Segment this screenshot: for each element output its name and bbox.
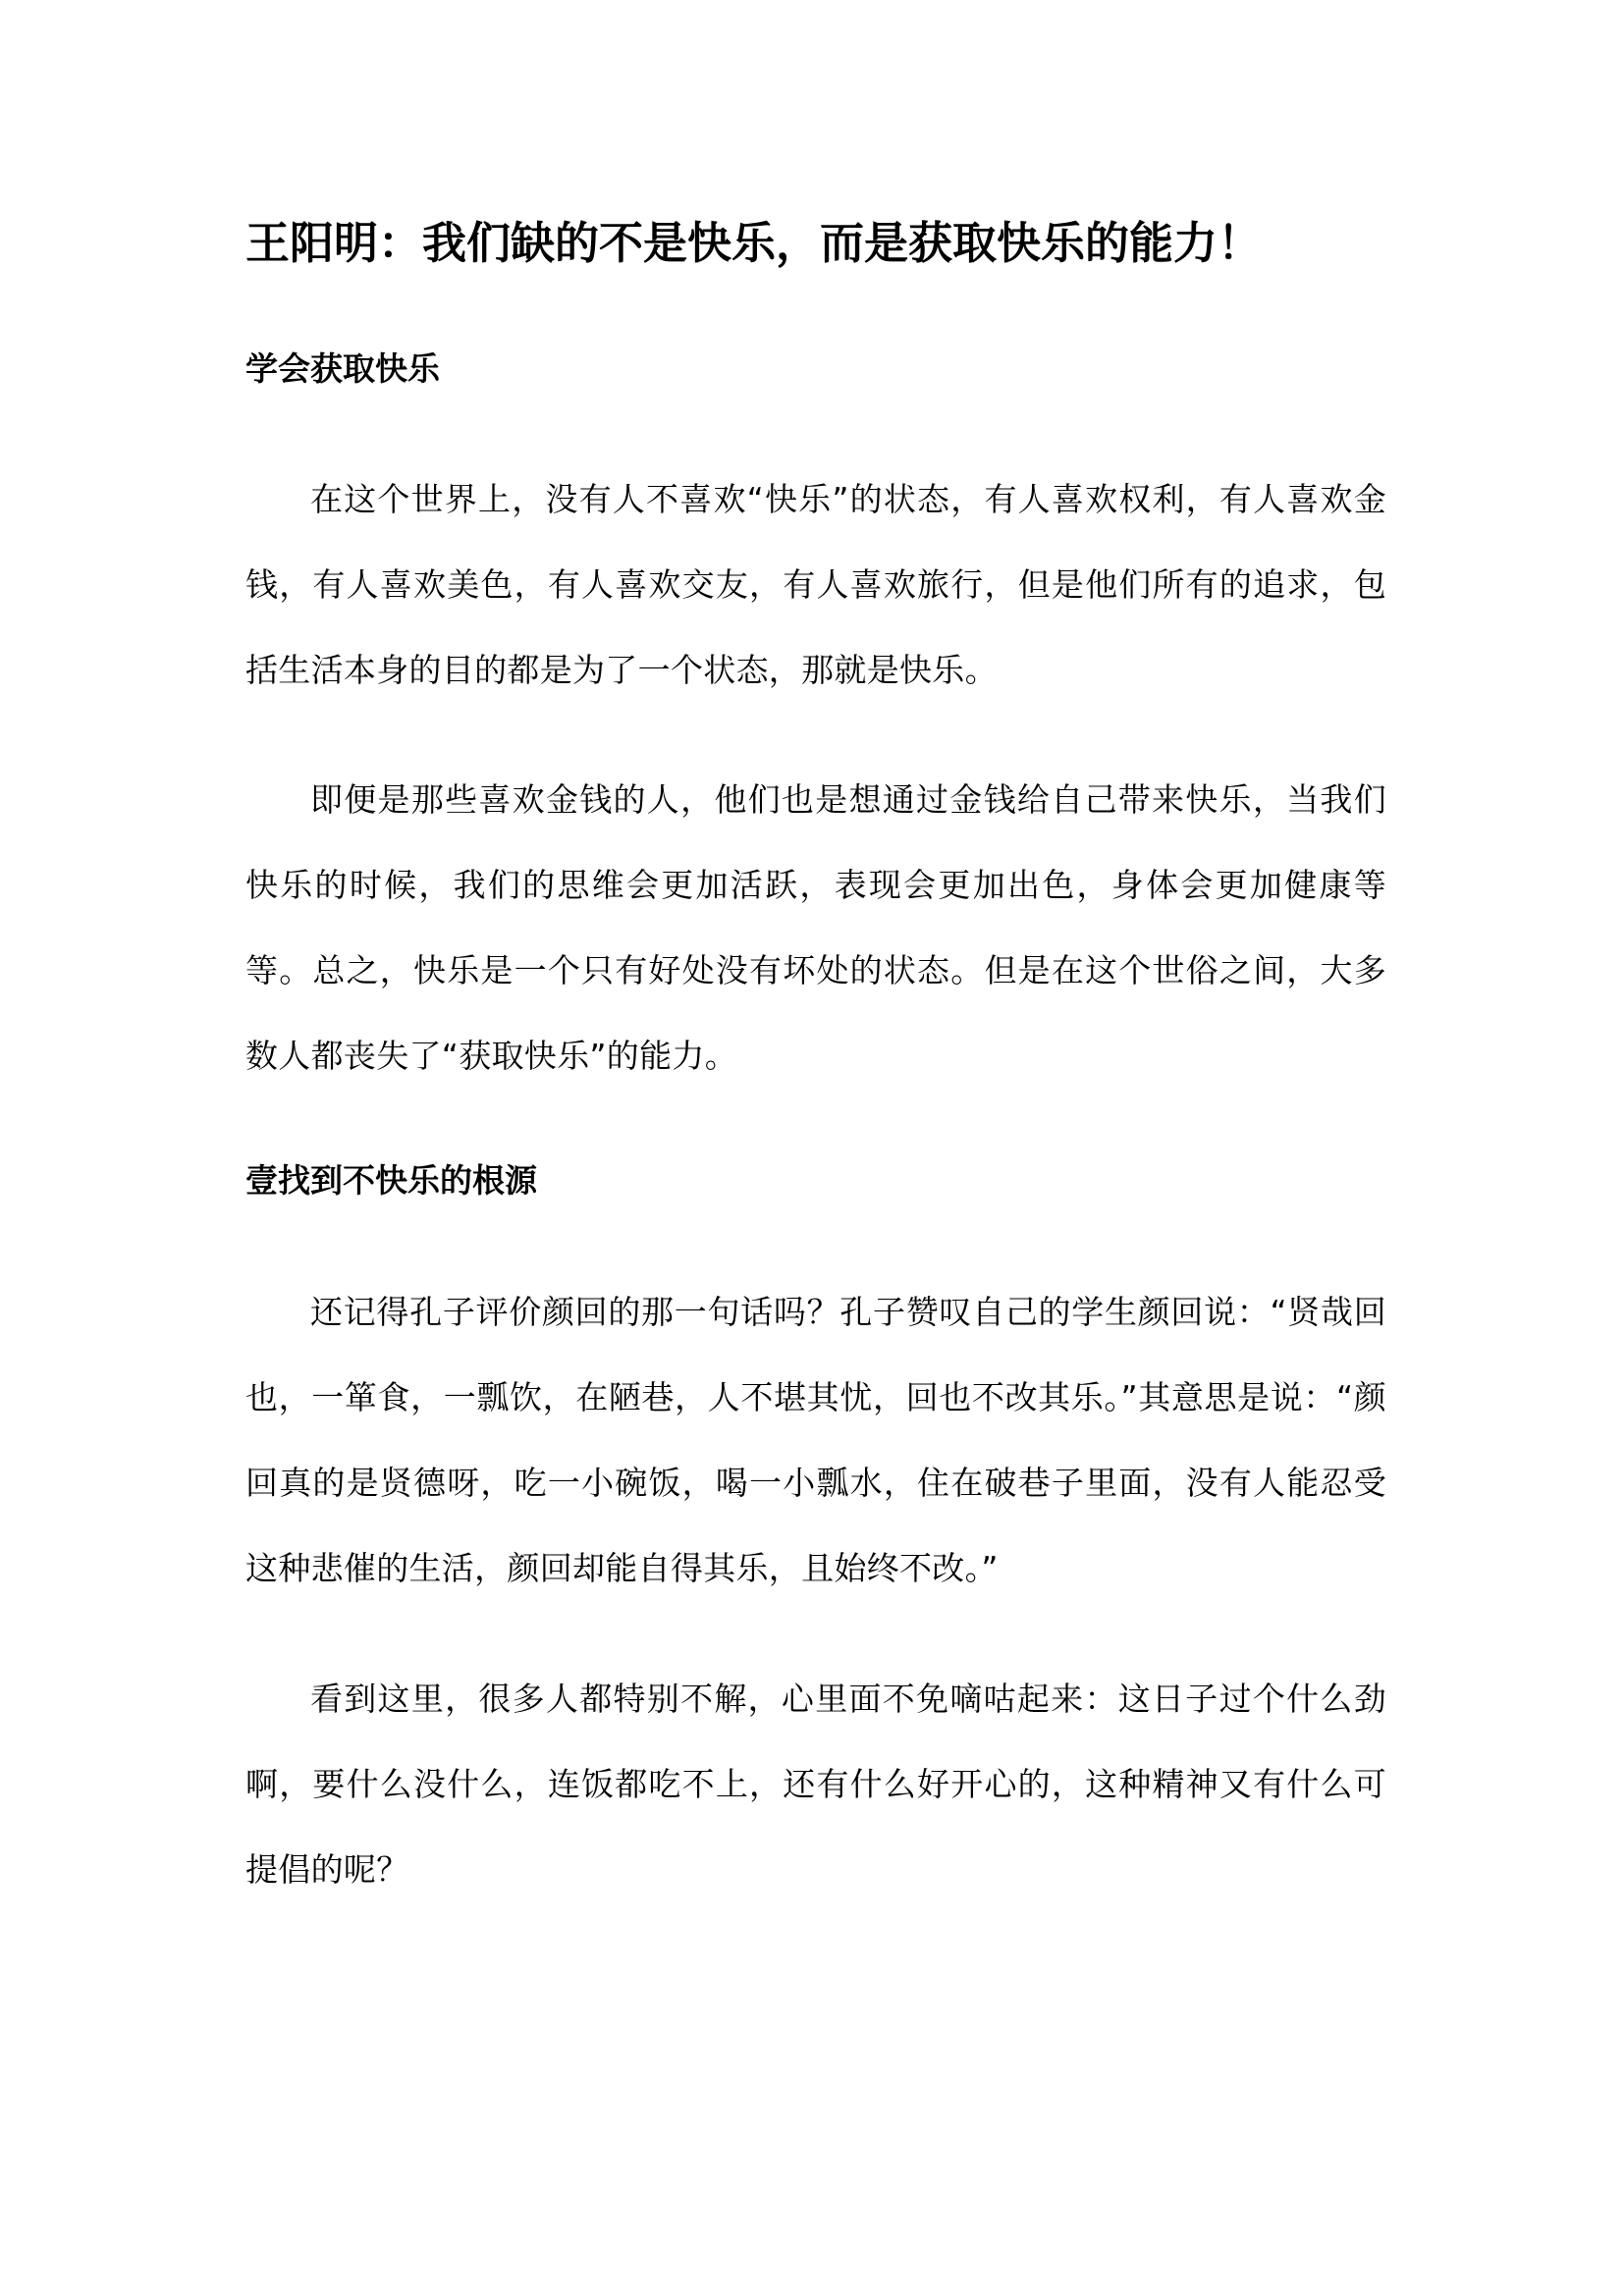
- paragraph-2: 即便是那些喜欢金钱的人，他们也是想通过金钱给自己带来快乐，当我们快乐的时候，我们的思维会更加活跃，表现会更加出色，身体会更加健康等等。总之，快乐是一个只有好处没有坏处的状态。但是在这个世俗之间，大多数人都丧失了“获取快乐”的能力。: [245, 780, 1386, 1075]
- section-heading-learn-happiness: 学会获取快乐: [245, 349, 440, 388]
- document-title: 王阳明：我们缺的不是快乐，而是获取快乐的能力！: [245, 217, 1263, 269]
- paragraph-3: 还记得孔子评价颜回的那一句话吗？孔子赞叹自己的学生颜回说：“贤哉回也，一箪食，一瓢饮，在陋巷，人不堪其忧，回也不改其乐。”其意思是说：“颜回真的是贤德呀，吃一小碗饭，喝一小瓢水，住在破巷子里面，没有人能忍受这种悲催的生活，颜回却能自得其乐，且始终不改。”: [245, 1293, 1386, 1587]
- section-heading-root-of-unhappiness: 壹找到不快乐的根源: [245, 1161, 537, 1200]
- paragraph-1: 在这个世界上，没有人不喜欢“快乐”的状态，有人喜欢权利，有人喜欢金钱，有人喜欢美色，有人喜欢交友，有人喜欢旅行，但是他们所有的追求，包括生活本身的目的都是为了一个状态，那就是快乐。: [245, 480, 1386, 689]
- paragraph-4: 看到这里，很多人都特别不解，心里面不免嘀咕起来：这日子过个什么劲啊，要什么没什么，连饭都吃不上，还有什么好开心的，这种精神又有什么可提倡的呢？: [245, 1680, 1386, 1889]
